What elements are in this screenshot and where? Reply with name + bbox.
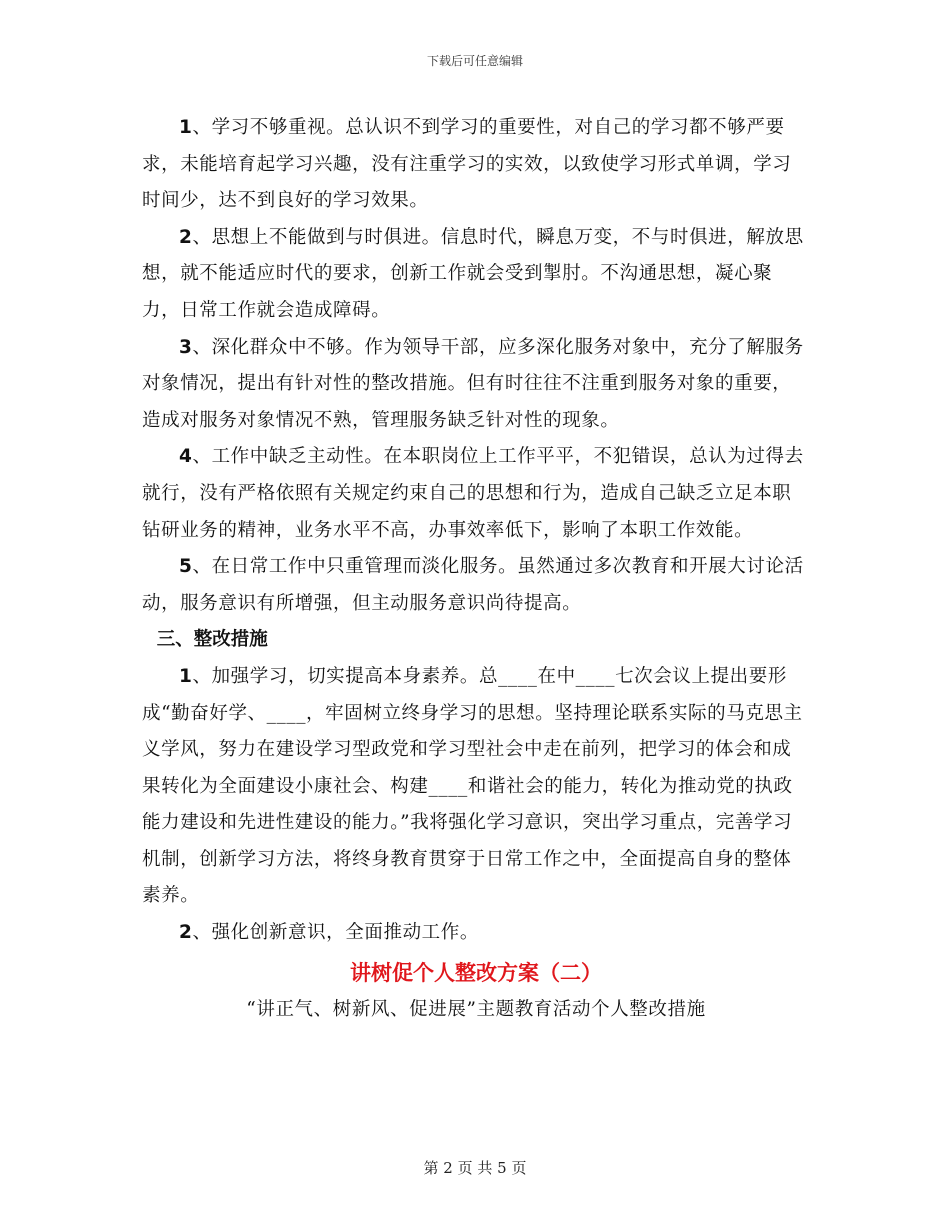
section-heading: 三、整改措施 <box>156 629 268 651</box>
paragraph-text: 、学习不够重视。总认识不到学习的重要性，对自己的学习都不够严要求，未能培育起学习兴趣，没有注重学习的实效，以致使学习形式单调，学习时间少，达不到良好的学习效果。 <box>142 117 792 212</box>
paragraph-number: 2 <box>179 922 193 944</box>
problem-paragraph-2 <box>142 220 810 330</box>
measure-paragraph-1 <box>142 659 810 915</box>
paragraph-number: 1 <box>179 665 193 687</box>
document-body <box>142 110 810 1028</box>
paragraph-number: 3 <box>179 336 193 358</box>
paragraph-text: 、深化群众中不够。作为领导干部，应多深化服务对象中，充分了解服务对象情况，提出有针对性的整改措施。但有时往往不注重到服务对象的重要，造成对服务对象情况不熟，管理服务缺乏针对性的现象。 <box>142 336 804 431</box>
problem-paragraph-4 <box>142 439 810 549</box>
paragraph-number: 1 <box>179 117 193 138</box>
paragraph-text: 、思想上不能做到与时俱进。信息时代，瞬息万变，不与时俱进，解放思想，就不能适应时代的要求，创新工作就会受到掣肘。不沟通思想，凝心聚力，日常工作就会造成障碍。 <box>142 226 804 321</box>
problem-paragraph-3 <box>142 330 810 440</box>
document-subtitle: “讲正气、树新风、促进展”主题教育活动个人整改措施 <box>246 998 706 1020</box>
page-footer: 第 2 页 共 5 页 <box>423 1159 527 1177</box>
document-title: 讲树促个人整改方案（二） <box>350 960 602 985</box>
paragraph-number: 4 <box>179 446 193 468</box>
paragraph-number: 2 <box>179 226 193 248</box>
page-header: 下载后可任意编辑 <box>426 54 523 68</box>
paragraph-text: 、强化创新意识，全面推动工作。 <box>192 922 479 944</box>
paragraph-text: 、工作中缺乏主动性。在本职岗位上工作平平，不犯错误，总认为过得去就行，没有严格依照有关规定约束自己的思想和行为，造成自己缺乏立足本职钻研业务的精神，业务水平不高，办事效率低下，影响了本职工作效能。 <box>142 446 804 541</box>
measure-paragraph-2 <box>142 915 810 952</box>
problem-paragraph-5 <box>142 549 810 622</box>
paragraph-text: 、在日常工作中只重管理而淡化服务。虽然通过多次教育和开展大讨论活动，服务意识有所增强，但主动服务意识尚待提高。 <box>142 556 804 614</box>
problem-paragraph-1 <box>142 110 810 220</box>
paragraph-text: 、加强学习，切实提高本身素养。总____在中____七次会议上提出要形成“勤奋好学、____，牢固树立终身学习的思想。坚持理论联系实际的马克思主义学风，努力在建设学习型政党和学习型社会中走在前列，把学习的体会和成果转化为全面建设小康社会、构建____和谐社会的能力，转化为推动党的执政能力建设和先进性建设的能力。”我将强化学习意识，突出学习重点，完善学习机制，创新学习方法，将终身教育贯穿于日常工作之中，全面提高自身的整体素养。 <box>142 665 803 907</box>
paragraph-number: 5 <box>179 556 193 578</box>
